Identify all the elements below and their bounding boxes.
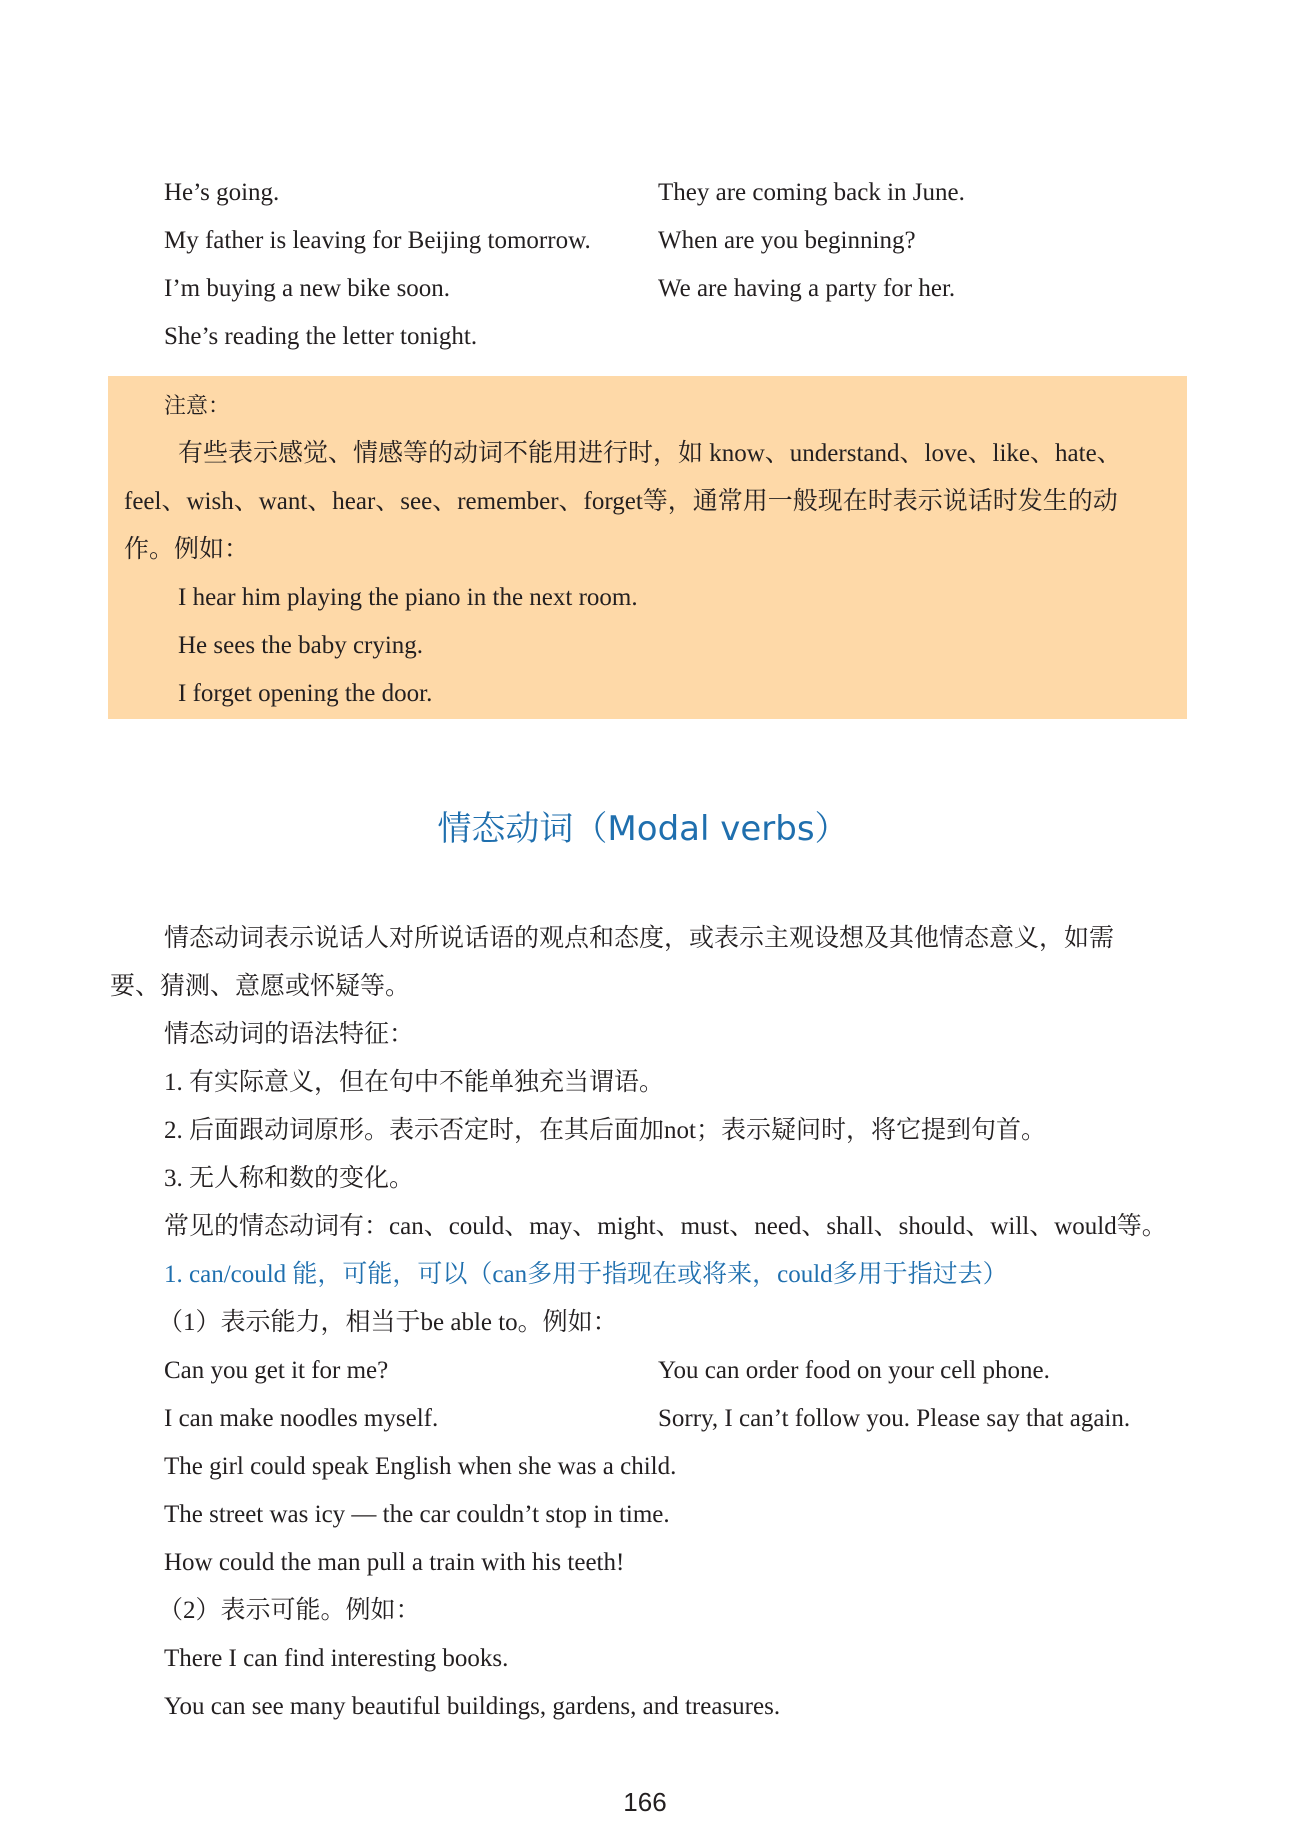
- features-title: 情态动词的语法特征：: [164, 1021, 415, 1048]
- note-paragraph: 作。例如：: [124, 536, 250, 563]
- example-sentence: We are having a party for her.: [658, 275, 956, 302]
- section-heading: 情态动词（Modal verbs）: [437, 809, 849, 849]
- note-title: 注意：: [164, 394, 231, 419]
- example-sentence: I can make noodles myself.: [164, 1405, 439, 1432]
- example-sentence: The street was icy — the car couldn’t stop in time.: [164, 1501, 670, 1528]
- intro-paragraph: 情态动词表示说话人对所说话语的观点和态度，或表示主观设想及其他情态意义，如需: [164, 925, 1115, 952]
- note-example: I forget opening the door.: [178, 680, 433, 707]
- example-sentence: You can order food on your cell phone.: [658, 1357, 1050, 1384]
- note-example: He sees the baby crying.: [178, 632, 424, 659]
- note-box: [108, 376, 1187, 719]
- usage-heading: （2）表示可能。例如：: [158, 1597, 421, 1624]
- intro-paragraph: 要、猜测、意愿或怀疑等。: [110, 973, 411, 1000]
- example-sentence: Can you get it for me?: [164, 1357, 389, 1384]
- example-sentence: I’m buying a new bike soon.: [164, 275, 451, 302]
- example-sentence: How could the man pull a train with his teeth!: [164, 1549, 625, 1576]
- subsection-heading: 1. can/could 能，可能，可以（can多用于指现在或将来，could多用于指过去）: [164, 1261, 1008, 1288]
- example-sentence: My father is leaving for Beijing tomorrow.: [164, 227, 591, 254]
- note-paragraph: 有些表示感觉、情感等的动词不能用进行时，如 know、understand、love、like、hate、: [178, 440, 1122, 467]
- feature-item: 2. 后面跟动词原形。表示否定时，在其后面加not；表示疑问时，将它提到句首。: [164, 1117, 1046, 1144]
- note-paragraph: feel、wish、want、hear、see、remember、forget等，通常用一般现在时表示说话时发生的动: [124, 488, 1118, 515]
- example-sentence: You can see many beautiful buildings, gardens, and treasures.: [164, 1693, 781, 1720]
- example-sentence: Sorry, I can’t follow you. Please say that again.: [658, 1405, 1131, 1432]
- page-number: 166: [623, 1787, 667, 1817]
- common-modals: 常见的情态动词有：can、could、may、might、must、need、shall、should、will、would等。: [164, 1213, 1167, 1240]
- example-sentence: She’s reading the letter tonight.: [164, 323, 478, 350]
- feature-item: 3. 无人称和数的变化。: [164, 1165, 415, 1192]
- example-sentence: The girl could speak English when she was a child.: [164, 1453, 677, 1480]
- usage-heading: （1）表示能力，相当于be able to。例如：: [158, 1309, 618, 1336]
- example-sentence: There I can find interesting books.: [164, 1645, 509, 1672]
- example-sentence: When are you beginning?: [658, 227, 916, 254]
- example-sentence: They are coming back in June.: [658, 179, 965, 206]
- feature-item: 1. 有实际意义，但在句中不能单独充当谓语。: [164, 1069, 665, 1096]
- note-example: I hear him playing the piano in the next room.: [178, 584, 638, 611]
- example-sentence: He’s going.: [164, 179, 280, 206]
